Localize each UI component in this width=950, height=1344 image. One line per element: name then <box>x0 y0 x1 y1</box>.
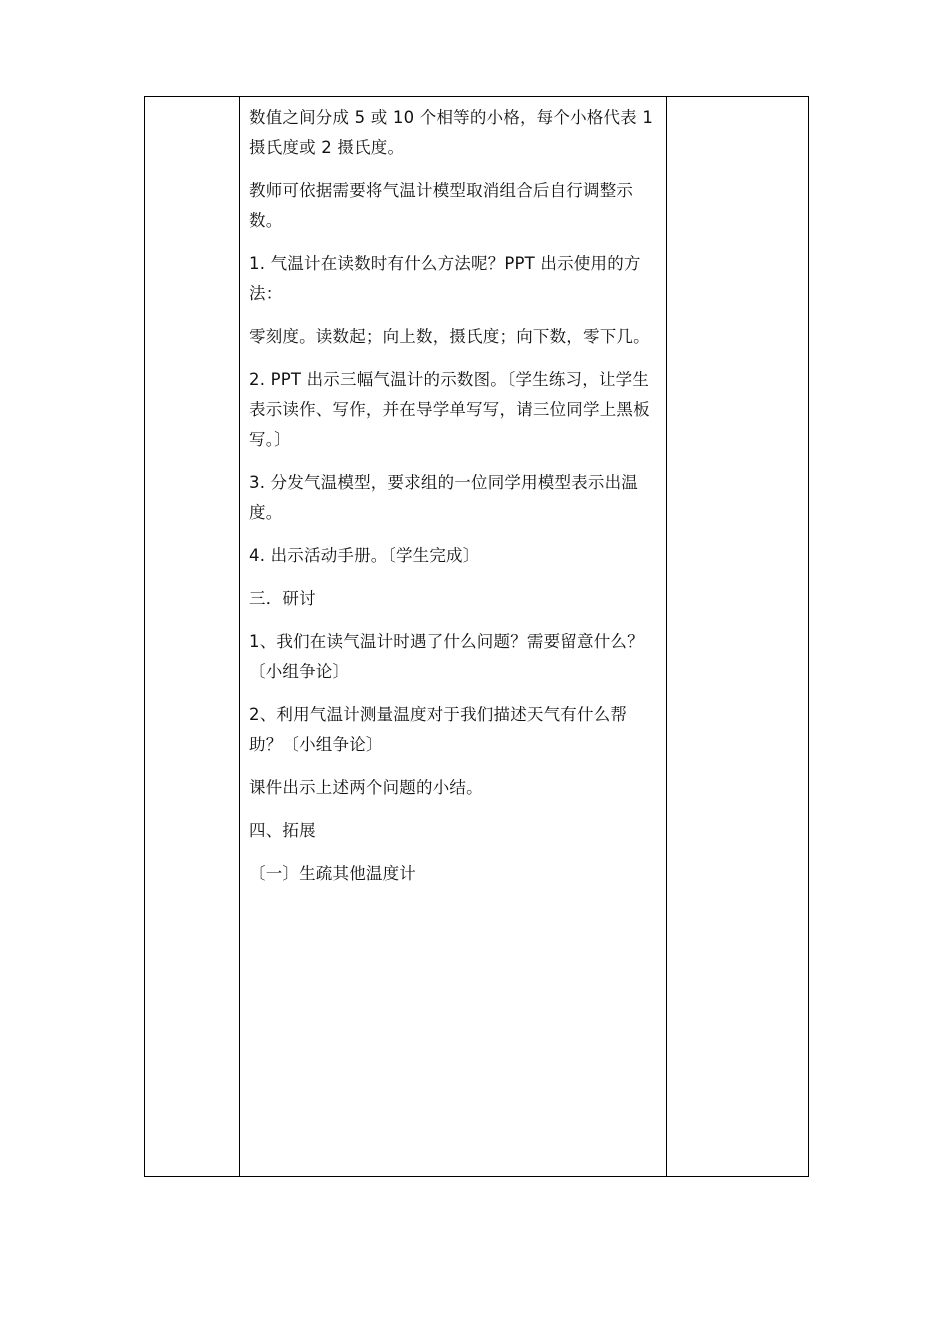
paragraph-teacher-note: 教师可依据需要将气温计模型取消组合后自行调整示数。 <box>249 181 634 230</box>
paragraph-step-1: 1. 气温计在读数时有什么方法呢？PPT 出示使用的方法： <box>249 254 641 303</box>
paragraph-step-2: 2. PPT 出示三幅气温计的示数图。〔学生练习，让学生表示读作、写作，并在导学单写写，请三位同学上黑板写。〕 <box>249 370 650 449</box>
right-column-cell <box>667 97 809 1177</box>
paragraph-question-2: 2、利用气温计测量温度对于我们描述天气有什么帮助？〔小组争论〕 <box>249 705 628 754</box>
lesson-content <box>240 97 666 889</box>
section-heading-extension: 四、拓展 <box>249 821 316 840</box>
paragraph-scale-division: 数值之间分成 5 或 10 个相等的小格，每个小格代表 1 摄氏度或 2 摄氏度。 <box>249 108 654 157</box>
paragraph-subsection-1: 〔一〕生疏其他温度计 <box>249 864 416 883</box>
paragraph-step-4: 4. 出示活动手册。〔学生完成〕 <box>249 546 480 565</box>
paragraph-summary: 课件出示上述两个问题的小结。 <box>249 778 483 797</box>
paragraph-question-1: 1、我们在读气温计时遇了什么问题？需要留意什么？〔小组争论〕 <box>249 632 644 681</box>
table-row <box>145 97 809 1177</box>
left-column-cell <box>145 97 240 1177</box>
paragraph-step-3: 3. 分发气温模型，要求组的一位同学用模型表示出温度。 <box>249 473 638 522</box>
paragraph-reading-method: 零刻度。读数起；向上数，摄氏度；向下数，零下几。 <box>249 327 650 346</box>
lesson-plan-table <box>144 96 809 1177</box>
section-heading-discussion: 三．研讨 <box>249 589 316 608</box>
content-column-cell <box>240 97 667 1177</box>
